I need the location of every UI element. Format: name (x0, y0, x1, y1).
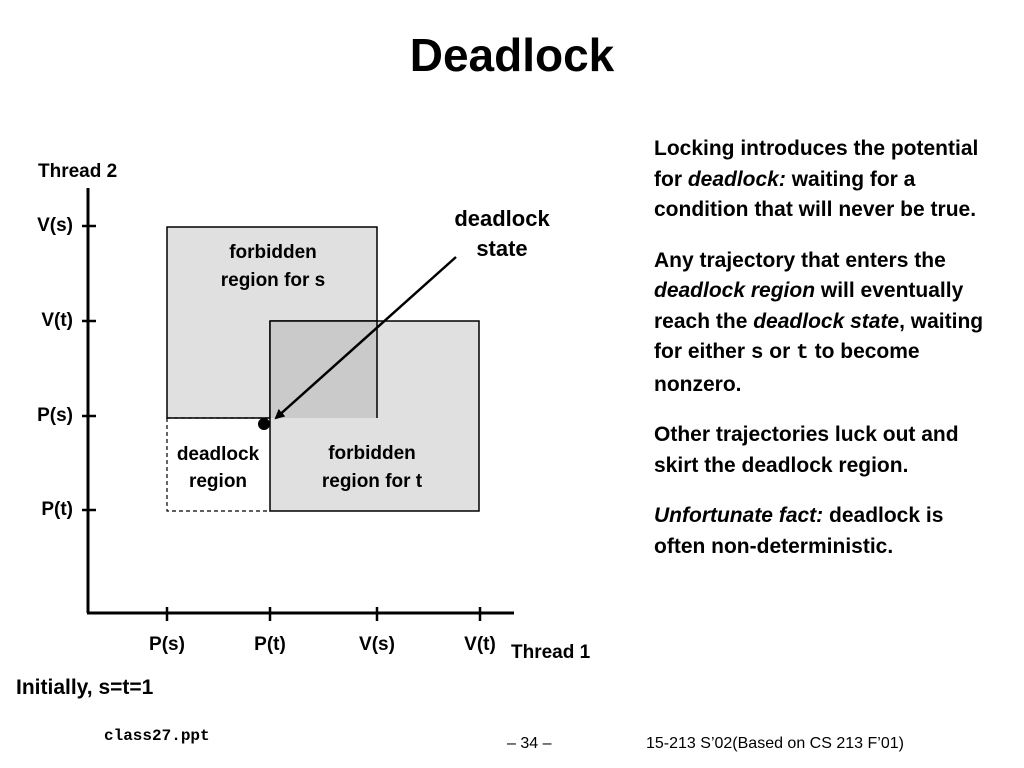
deadlock-state-label: state (476, 236, 528, 261)
explanation-text (654, 134, 999, 582)
x-axis-title: Thread 1 (511, 642, 591, 663)
deadlock-region-label: deadlock (176, 444, 260, 465)
paragraph-other: Other trajectories luck out and skirt the deadlock region. (654, 423, 959, 477)
forbidden-t-label: forbidden (328, 443, 416, 464)
x-tick-label: P(t) (254, 634, 286, 655)
footer-filename: class27.ppt (104, 727, 210, 745)
deadlock-state-label: deadlock (454, 206, 550, 231)
y-tick-label: P(s) (37, 405, 73, 426)
x-tick-label: V(t) (464, 634, 496, 655)
paragraph-locking: Locking introduces the potential for deadlock: waiting for a condition that will never be true. (654, 137, 979, 221)
x-tick-label: P(s) (149, 634, 185, 655)
footer-page-number: – 34 – (507, 735, 552, 752)
forbidden-overlap (270, 321, 377, 418)
deadlock-region-label: region (188, 471, 248, 492)
y-tick-label: P(t) (41, 499, 73, 520)
y-tick-label: V(s) (37, 215, 73, 236)
forbidden-s-label: region for s (220, 270, 326, 291)
x-tick-label: V(s) (359, 634, 395, 655)
paragraph-unfortunate: Unfortunate fact: deadlock is often non-deterministic. (654, 504, 944, 558)
y-tick-label: V(t) (41, 310, 73, 331)
deadlock-state-point (258, 418, 270, 430)
forbidden-t-label: region for t (321, 471, 423, 492)
forbidden-s-label: forbidden (229, 242, 317, 263)
y-axis-title: Thread 2 (38, 161, 118, 182)
paragraph-trajectory: Any trajectory that enters the deadlock region will eventually reach the deadlock state, waiting for either s or t to become nonzero. (654, 248, 984, 396)
initial-condition: Initially, s=t=1 (16, 676, 154, 699)
slide-title: Deadlock (409, 29, 615, 81)
footer-course: 15-213 S’02(Based on CS 213 F’01) (646, 735, 904, 752)
